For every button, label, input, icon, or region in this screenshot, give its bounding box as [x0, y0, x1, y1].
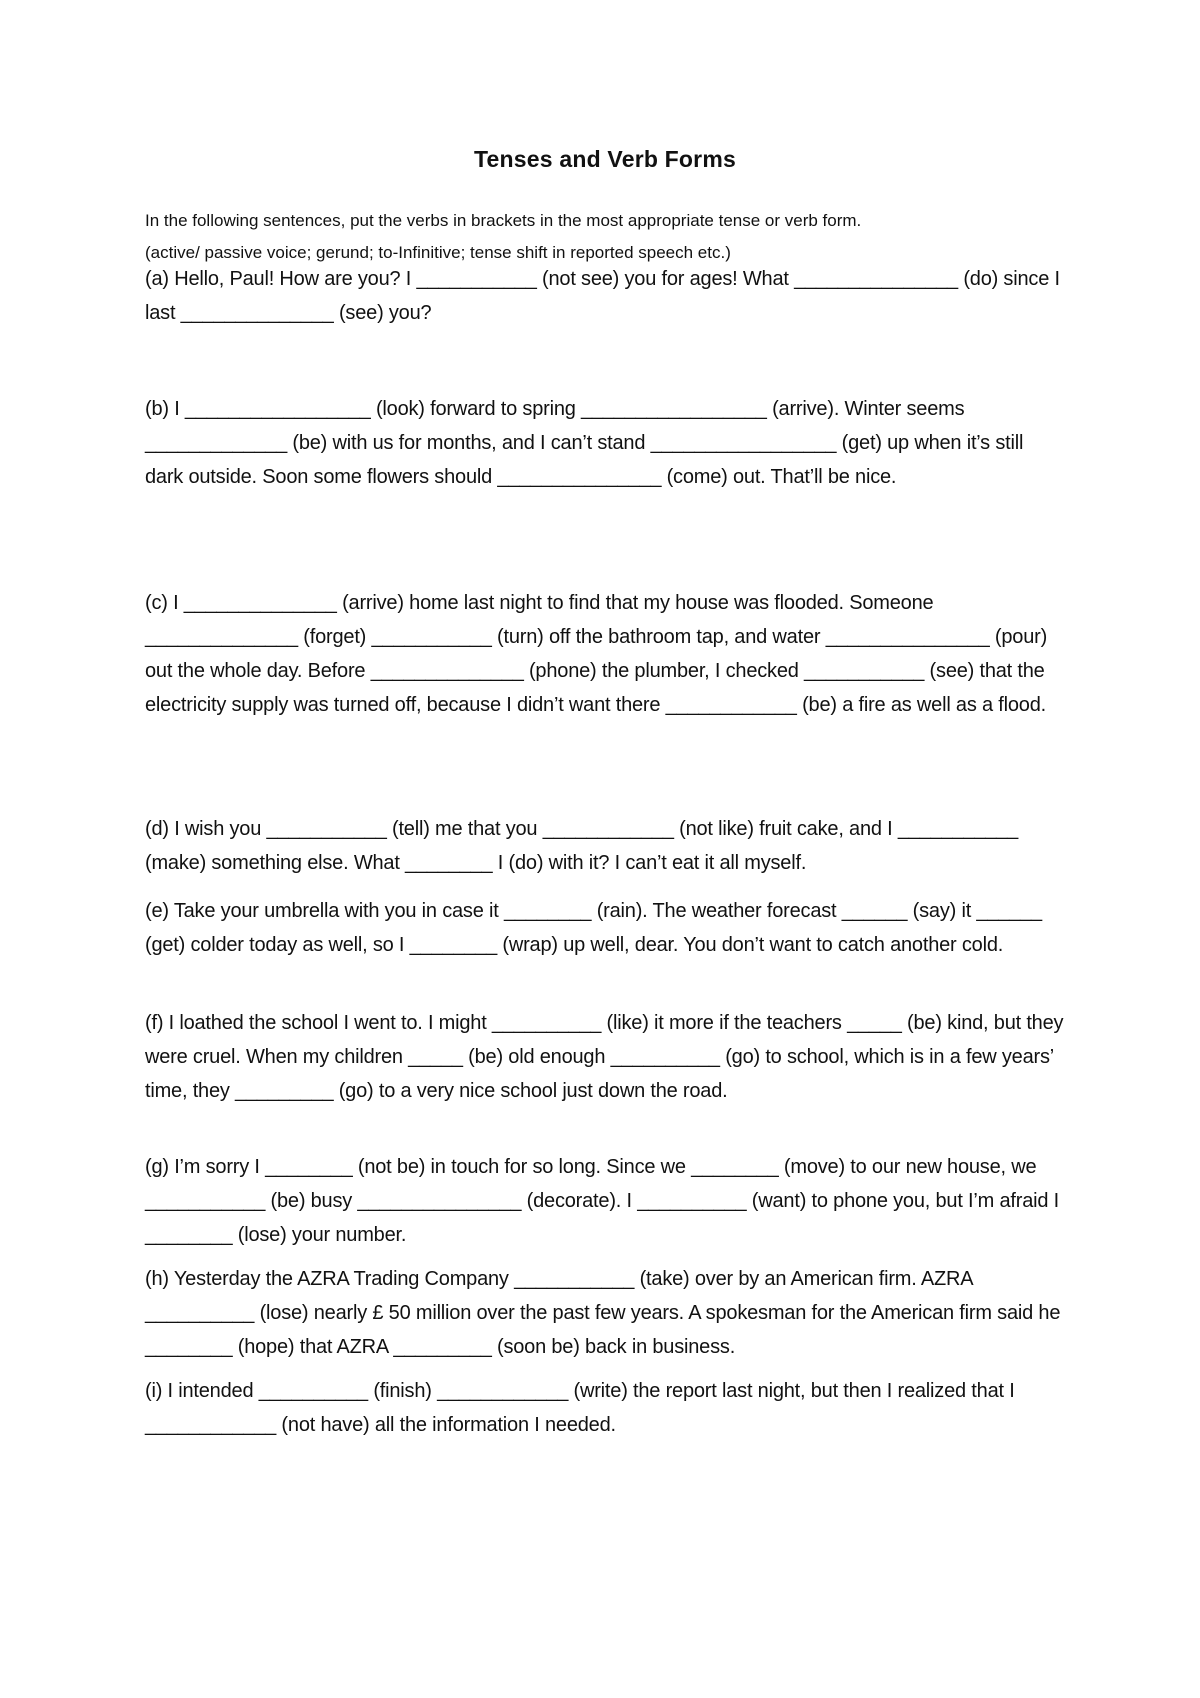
exercise-b: (b) I _________________ (look) forward to spring _________________ (arrive). Winter seems _____________ (be) with us for months, and I can’t stand _________________ (get) up when it’s still dark outside. Soon some flowers should _______________ (come) out. That’ll be nice. — [145, 398, 1024, 488]
instructions-line-2: (active/ passive voice; gerund; to-Infinitive; tense shift in reported speech etc.) — [145, 243, 731, 262]
exercise-f: (f) I loathed the school I went to. I might __________ (like) it more if the teachers _____ (be) kind, but they were cruel. When my children _____ (be) old enough __________ (go) to school, which is in a few years’ time, they _________ (go) to a very nice school just down the road. — [145, 1012, 1064, 1102]
exercise-e: (e) Take your umbrella with you in case it ________ (rain). The weather forecast ______ (say) it ______ (get) colder today as well, so I ________ (wrap) up well, dear. You don’t want to catch another cold. — [145, 900, 1042, 956]
exercise-a: (a) Hello, Paul! How are you? I ___________ (not see) you for ages! What _______________ (do) since I last ______________ (see) you? — [145, 268, 1060, 324]
page-title: Tenses and Verb Forms — [474, 146, 736, 172]
exercise-h: (h) Yesterday the AZRA Trading Company ___________ (take) over by an American firm. AZRA __________ (lose) nearly £ 50 million over the past few years. A spokesman for the American firm said he ________ (hope) that AZRA _________ (soon be) back in business. — [145, 1268, 1061, 1358]
exercise-g: (g) I’m sorry I ________ (not be) in touch for so long. Since we ________ (move) to our new house, we ___________ (be) busy _______________ (decorate). I __________ (want) to phone you, but I’m afraid I ________ (lose) your number. — [145, 1156, 1060, 1246]
exercise-d: (d) I wish you ___________ (tell) me that you ____________ (not like) fruit cake, and I ___________ (make) something else. What ________ I (do) with it? I can’t eat it all myself. — [145, 818, 1019, 874]
instructions-line-1: In the following sentences, put the verbs in brackets in the most appropriate tense or verb form. — [145, 211, 862, 230]
instructions — [145, 205, 1065, 269]
exercise-c: (c) I ______________ (arrive) home last night to find that my house was flooded. Someone ______________ (forget) ___________ (turn) off the bathroom tap, and water _______________ (pour) out the whole day. Before ______________ (phone) the plumber, I checked ___________ (see) that the electricity supply was turned off, because I didn’t want there ____________ (be) a fire as well as a flood. — [145, 592, 1048, 716]
exercise-i: (i) I intended __________ (finish) ____________ (write) the report last night, but then I realized that I ____________ (not have) all the information I needed. — [145, 1380, 1015, 1436]
